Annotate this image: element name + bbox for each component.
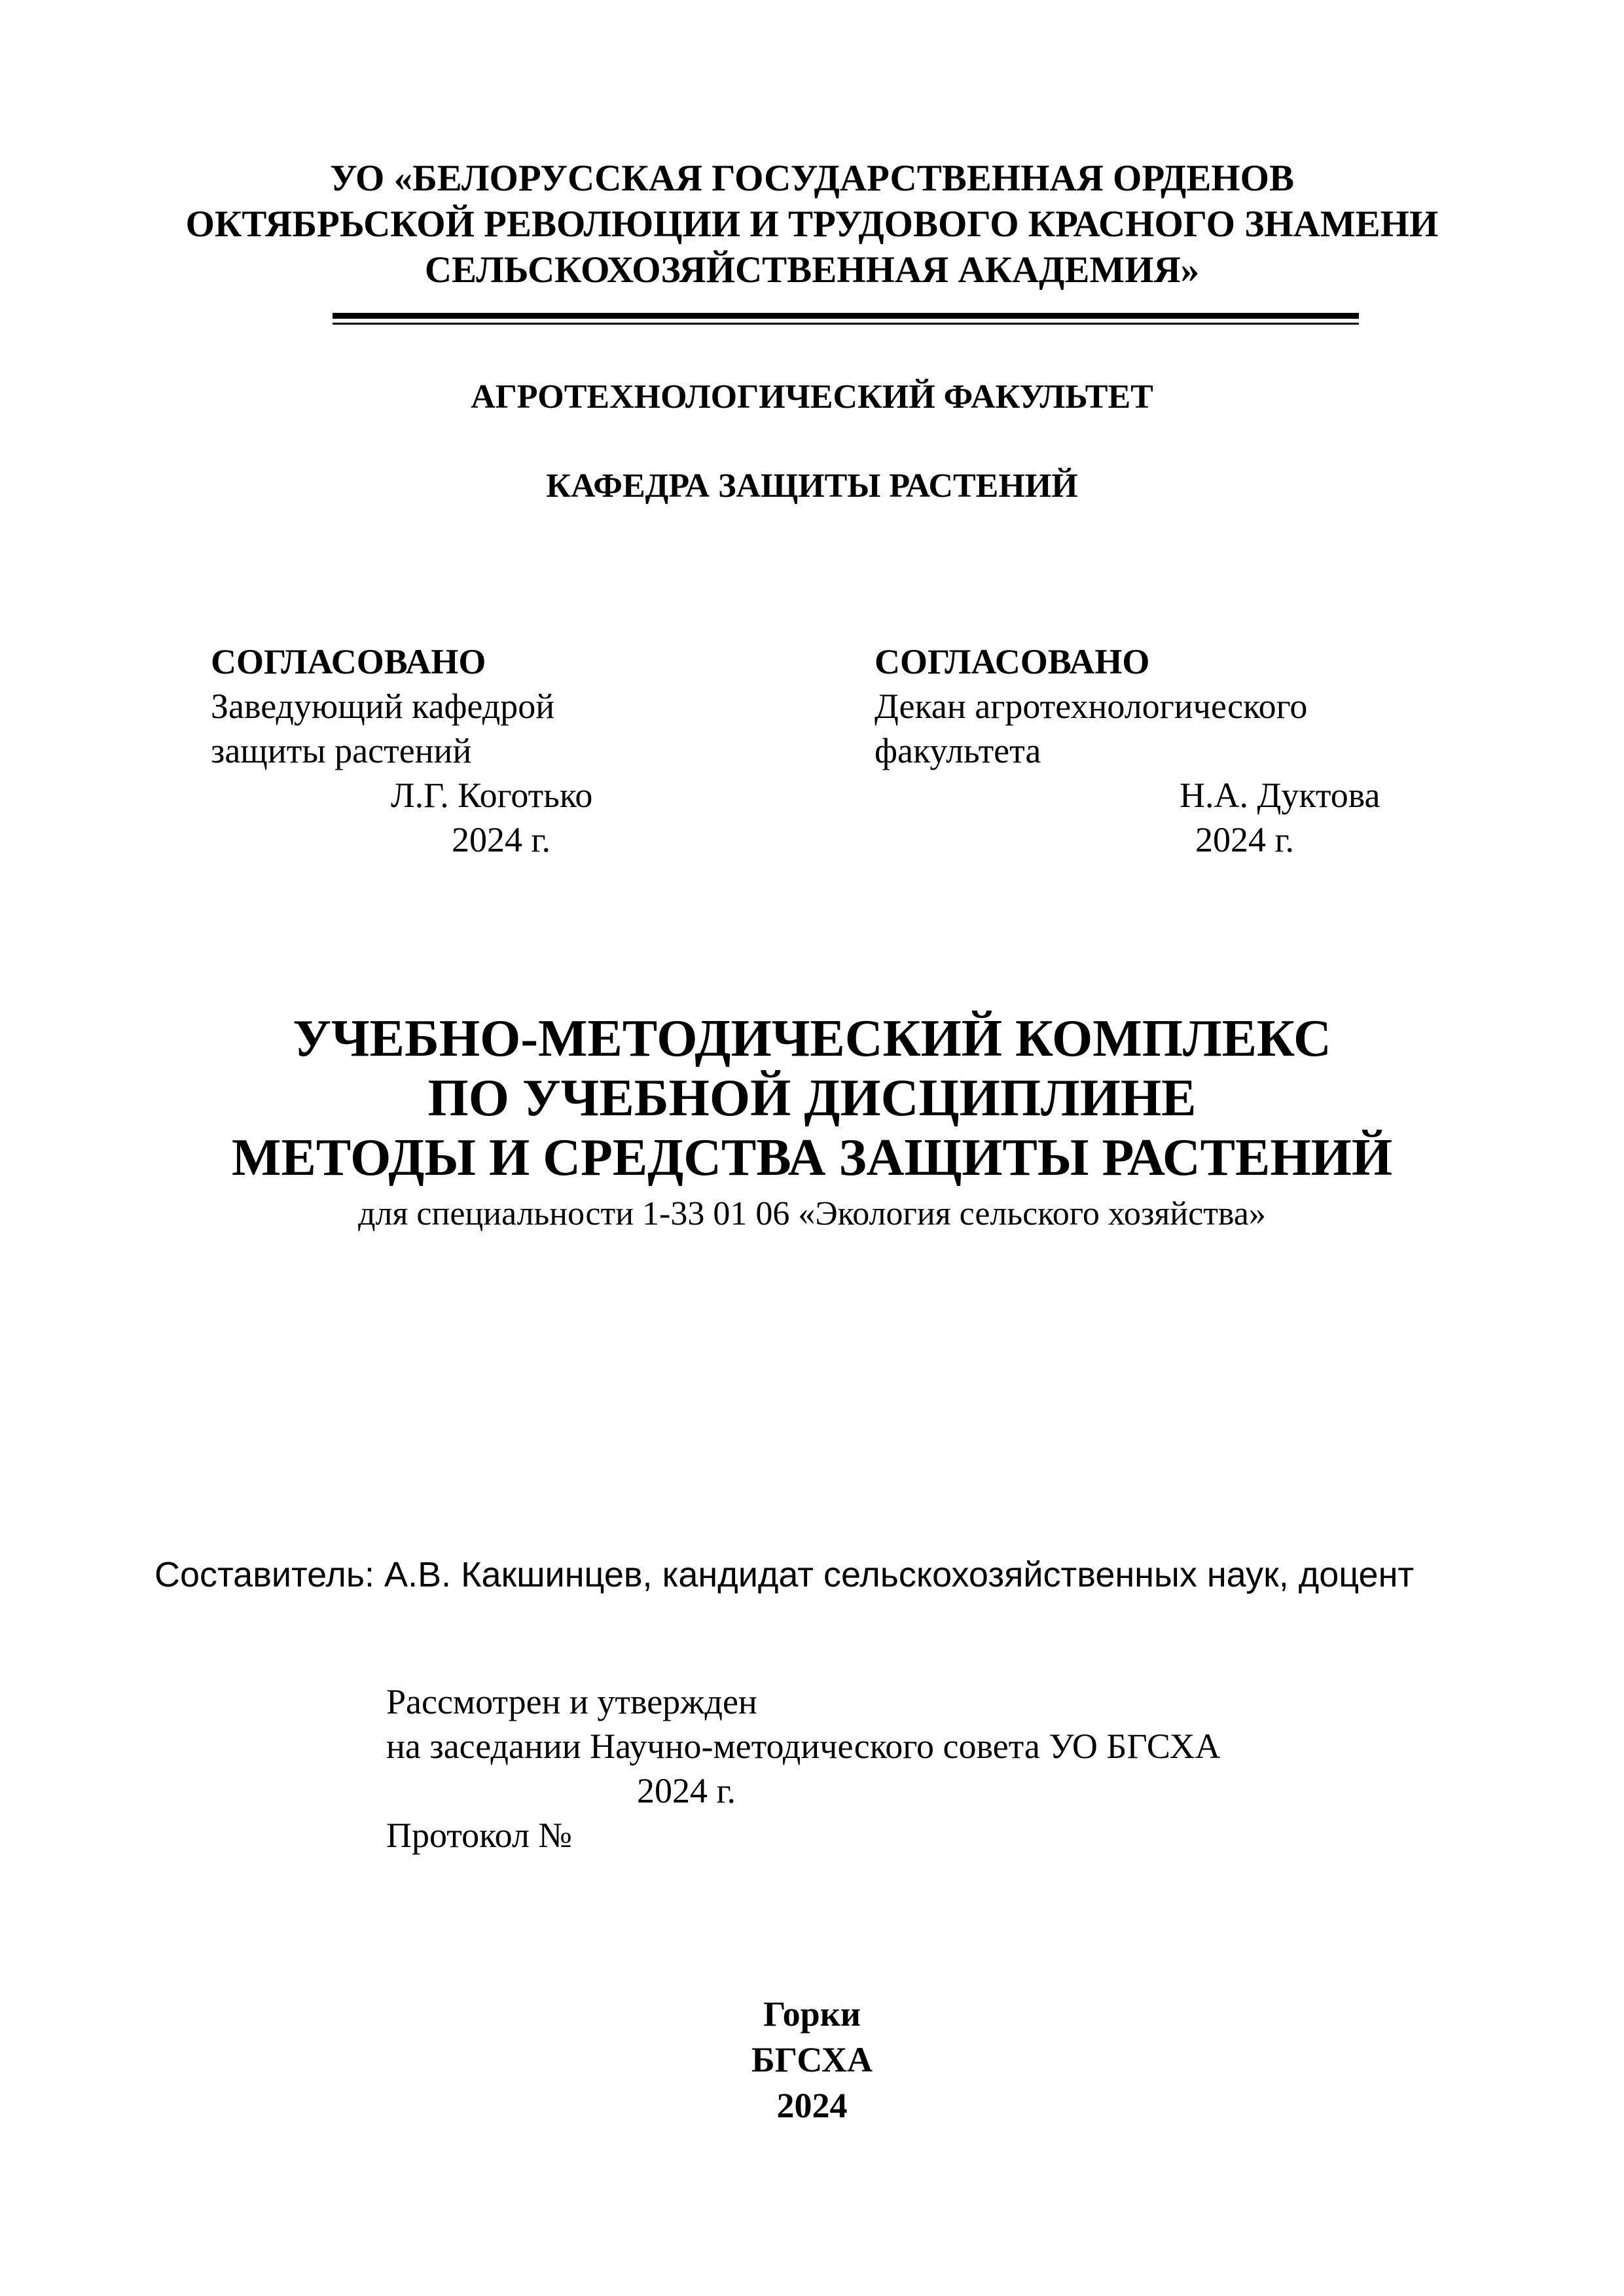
- approval-left-name: Л.Г. Коготько: [391, 776, 593, 815]
- institution-line-2: ОКТЯБРЬСКОЙ РЕВОЛЮЦИИ И ТРУДОВОГО КРАСНОГО ЗНАМЕНИ: [185, 204, 1439, 245]
- header-divider-thick: [333, 313, 1359, 319]
- approval-left-position-1: Заведующий кафедрой: [211, 687, 555, 726]
- review-line-2: на заседании Научно-методического совета УО БГСХА: [386, 1727, 1221, 1766]
- institution-name: [0, 156, 1624, 293]
- review-block: [386, 1679, 1221, 1857]
- document-title-line-3: МЕТОДЫ И СРЕДСТВА ЗАЩИТЫ РАСТЕНИЙ: [231, 1129, 1393, 1187]
- document-title-line-1: УЧЕБНО-МЕТОДИЧЕСКИЙ КОМПЛЕКС: [293, 1010, 1331, 1067]
- specialty-subtitle: для специальности 1-33 01 06 «Экология сельского хозяйства»: [358, 1195, 1266, 1232]
- department-name: КАФЕДРА ЗАЩИТЫ РАСТЕНИЙ: [546, 467, 1078, 505]
- approval-left-position-2: защиты растений: [211, 731, 472, 770]
- header-divider-thin: [333, 323, 1359, 325]
- review-protocol: Протокол №: [386, 1816, 572, 1855]
- approval-right-year: 2024 г.: [1195, 820, 1295, 859]
- approval-left: [211, 639, 669, 773]
- author-line: Составитель: А.В. Какшинцев, кандидат сельскохозяйственных наук, доцент: [154, 1555, 1415, 1594]
- institution-line-1: УО «БЕЛОРУССКАЯ ГОСУДАРСТВЕННАЯ ОРДЕНОВ: [329, 158, 1294, 199]
- document-title: [0, 1009, 1624, 1188]
- imprint: [0, 1991, 1624, 2128]
- approval-right-heading: СОГЛАСОВАНО: [875, 642, 1150, 681]
- faculty-name: АГРОТЕХНОЛОГИЧЕСКИЙ ФАКУЛЬТЕТ: [471, 378, 1153, 416]
- approval-left-year: 2024 г.: [452, 820, 551, 859]
- imprint-publisher: БГСХА: [751, 2040, 873, 2079]
- approval-right: [875, 639, 1464, 773]
- review-line-1: Рассмотрен и утвержден: [386, 1682, 757, 1721]
- approval-left-heading: СОГЛАСОВАНО: [211, 642, 486, 681]
- imprint-city: Горки: [763, 1994, 861, 2034]
- review-year: 2024 г.: [637, 1771, 736, 1810]
- imprint-year: 2024: [776, 2086, 848, 2125]
- approval-right-position-1: Декан агротехнологического: [875, 687, 1308, 726]
- approval-right-name: Н.А. Дуктова: [1180, 776, 1380, 815]
- approval-right-position-2: факультета: [875, 731, 1041, 770]
- document-title-line-2: ПО УЧЕБНОЙ ДИСЦИПЛИНЕ: [427, 1069, 1197, 1127]
- institution-line-3: СЕЛЬСКОХОЗЯЙСТВЕННАЯ АКАДЕМИЯ»: [424, 249, 1200, 291]
